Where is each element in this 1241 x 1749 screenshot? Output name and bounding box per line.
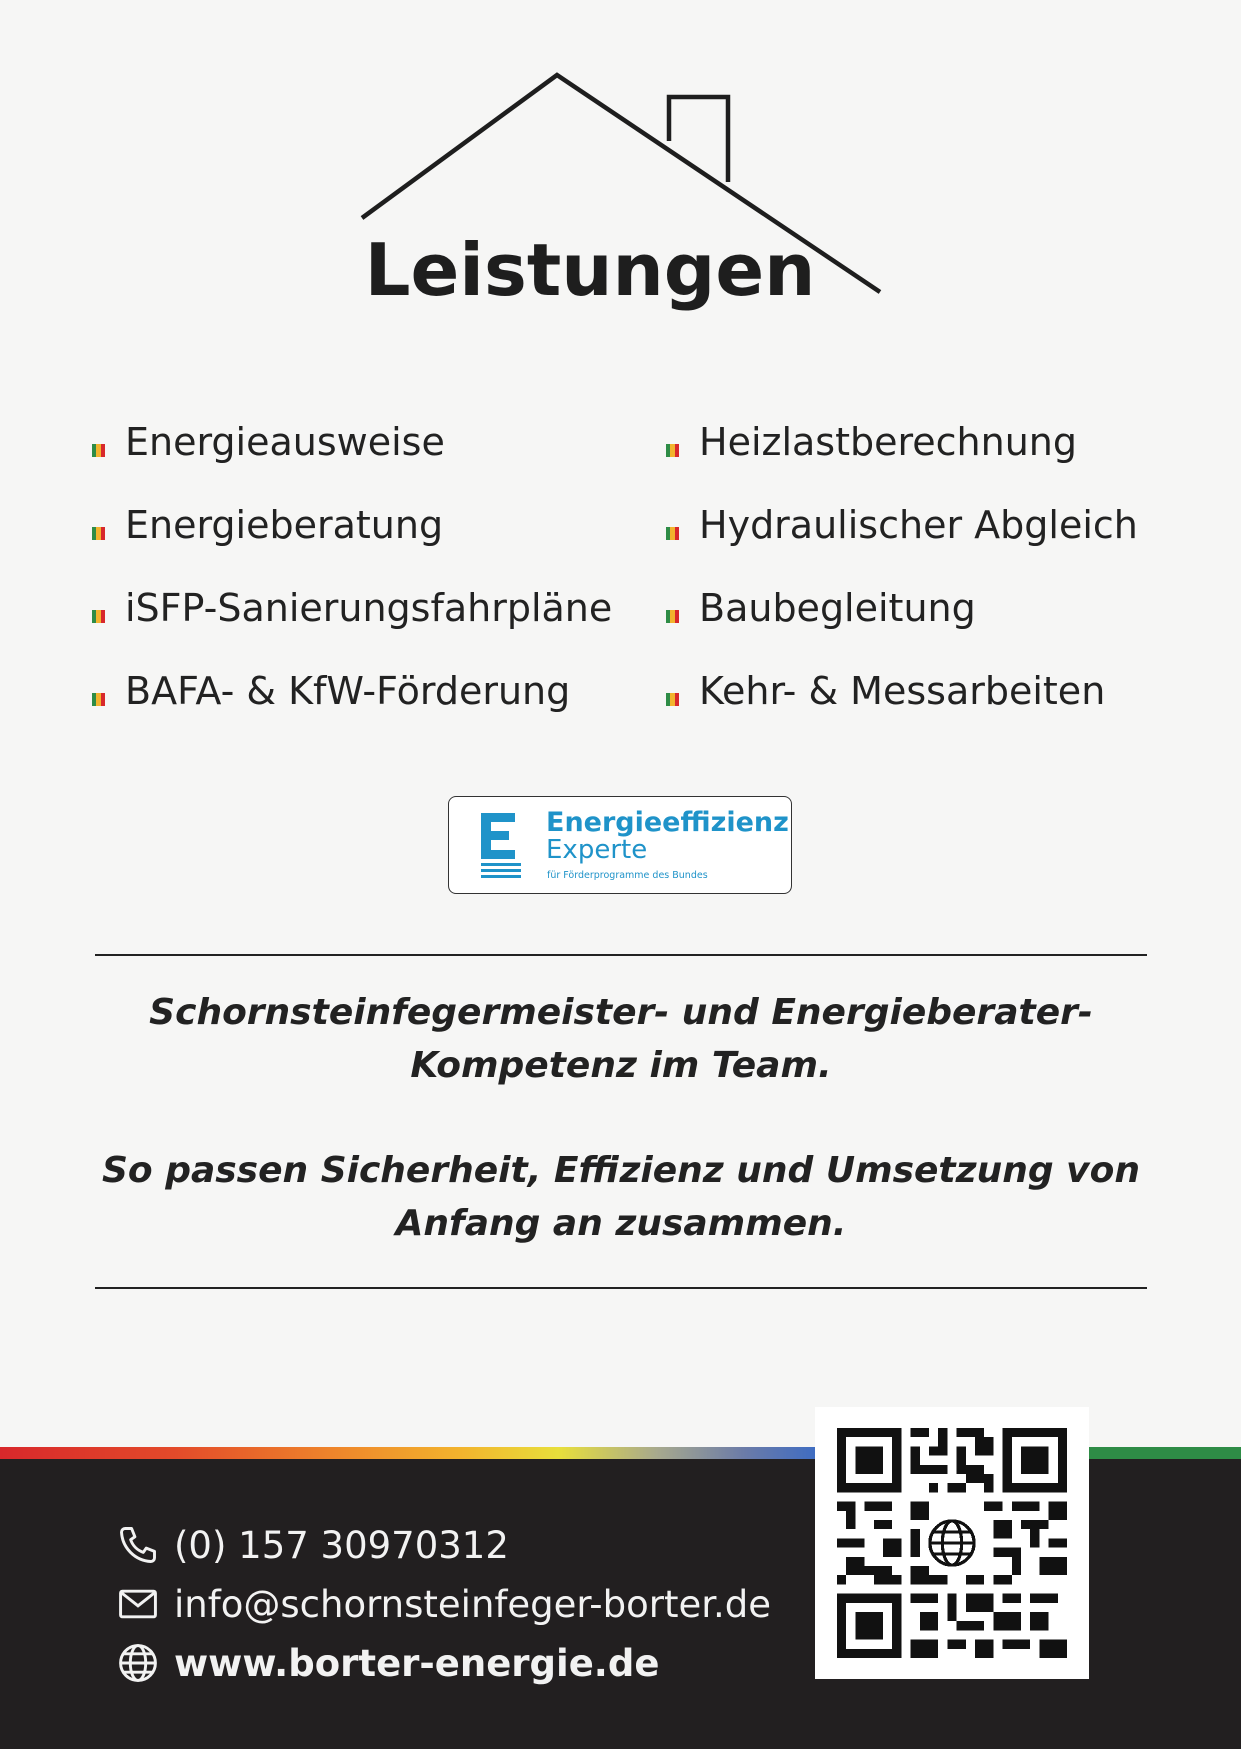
bullet-icon xyxy=(92,610,105,623)
service-label: Energieberatung xyxy=(125,503,444,547)
service-label: Energieausweise xyxy=(125,420,445,464)
contact-email[interactable] xyxy=(116,1582,771,1626)
phone-icon xyxy=(116,1523,160,1567)
tagline-team xyxy=(95,986,1147,1092)
envelope-icon xyxy=(116,1582,160,1626)
contact-website[interactable] xyxy=(116,1641,659,1685)
globe-icon xyxy=(116,1641,160,1685)
service-item xyxy=(666,420,1138,503)
service-item xyxy=(92,586,612,669)
energy-e-logo-icon xyxy=(481,813,521,879)
qr-code-image xyxy=(836,1428,1068,1658)
bullet-icon xyxy=(92,527,105,540)
bullet-icon xyxy=(666,610,679,623)
bullet-icon xyxy=(92,693,105,706)
divider-bottom xyxy=(95,1287,1147,1289)
phone-number: (0) 157 30970312 xyxy=(174,1523,509,1567)
qr-code[interactable] xyxy=(815,1407,1089,1679)
services-column-left xyxy=(92,420,612,752)
contact-phone[interactable] xyxy=(116,1523,509,1567)
service-item xyxy=(92,669,612,752)
tagline-line: Anfang an zusammen. xyxy=(395,1203,847,1244)
badge-caption: für Förderprogramme des Bundes xyxy=(547,870,708,881)
page-title: Leistungen xyxy=(364,228,816,312)
service-label: Baubegleitung xyxy=(699,586,976,630)
website-url: www.borter-energie.de xyxy=(174,1641,660,1685)
tagline-benefit xyxy=(95,1144,1147,1250)
service-item xyxy=(666,503,1138,586)
bullet-icon xyxy=(666,693,679,706)
service-label: Hydraulischer Abgleich xyxy=(699,503,1138,547)
service-label: Kehr- & Messarbeiten xyxy=(699,669,1106,713)
energieeffizienz-experte-badge xyxy=(448,796,792,894)
bullet-icon xyxy=(666,444,679,457)
tagline-line: So passen Sicherheit, Effizienz und Umsetzung von xyxy=(102,1150,1140,1191)
service-label: BAFA- & KfW-Förderung xyxy=(125,669,571,713)
service-label: iSFP-Sanierungsfahrpläne xyxy=(125,586,613,630)
service-label: Heizlastberechnung xyxy=(699,420,1078,464)
service-item xyxy=(666,586,1138,669)
service-item xyxy=(666,669,1138,752)
badge-subtitle: Experte xyxy=(546,835,648,865)
service-item xyxy=(92,420,612,503)
bullet-icon xyxy=(666,527,679,540)
service-item xyxy=(92,503,612,586)
tagline-line: Schornsteinfegermeister- und Energieberater- xyxy=(149,992,1093,1033)
divider-top xyxy=(95,954,1147,956)
services-column-right xyxy=(666,420,1138,752)
tagline-line: Kompetenz im Team. xyxy=(410,1045,832,1086)
bullet-icon xyxy=(92,444,105,457)
badge-title: Energieeffizienz xyxy=(546,807,789,838)
email-address: info@schornsteinfeger-borter.de xyxy=(174,1582,772,1626)
